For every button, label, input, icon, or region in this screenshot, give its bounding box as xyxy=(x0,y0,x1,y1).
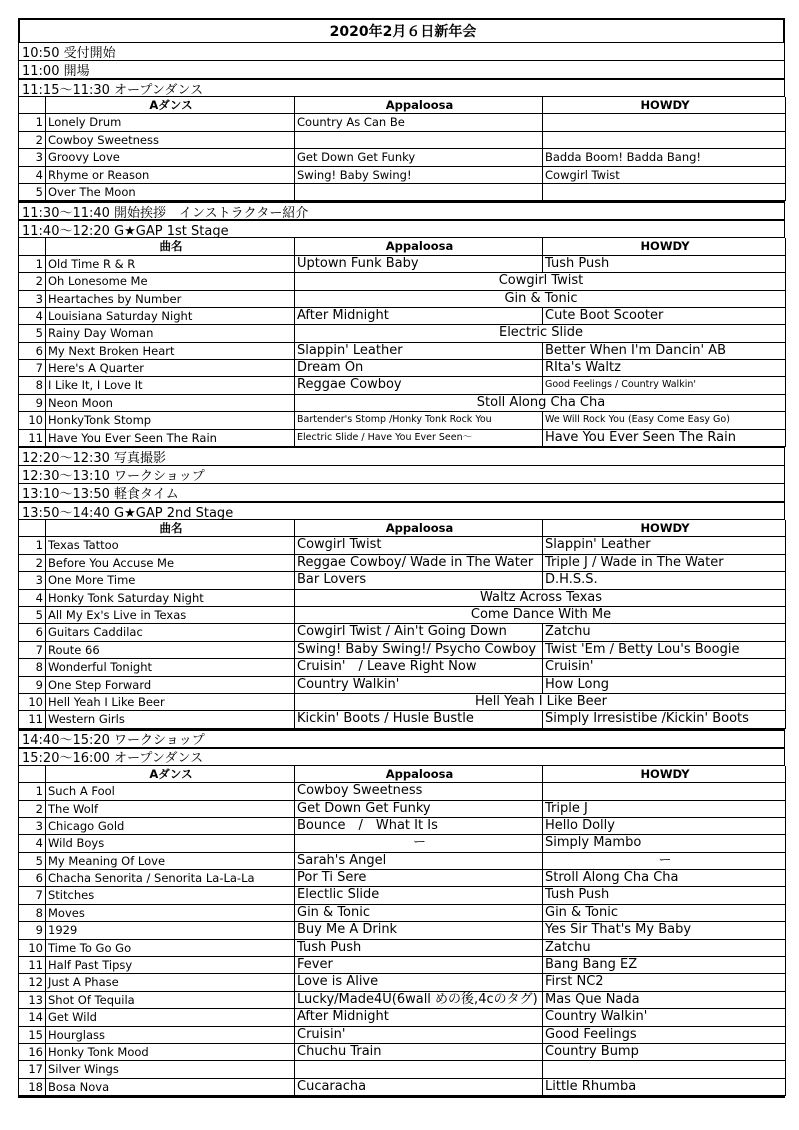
row-number: 3 xyxy=(19,149,46,166)
appaloosa-dance: Get Down Get Funky xyxy=(295,801,543,818)
row-number: 7 xyxy=(19,887,46,904)
row-number: 2 xyxy=(19,132,46,149)
time-slot-bar: 11:15～11:30 オープンダンス xyxy=(18,78,785,96)
song-name: My Meaning Of Love xyxy=(46,853,295,870)
song-name: One More Time xyxy=(46,572,295,589)
merged-dance: Stoll Along Cha Cha xyxy=(295,395,786,412)
howdy-dance: Mas Que Nada xyxy=(543,992,786,1009)
row-number: 1 xyxy=(19,256,46,273)
howdy-dance: First NC2 xyxy=(543,974,786,991)
song-name: All My Ex's Live in Texas xyxy=(46,607,295,624)
howdy-dance: Hello Dolly xyxy=(543,818,786,835)
song-name: 1929 xyxy=(46,922,295,939)
column-header: HOWDY xyxy=(543,766,786,783)
appaloosa-dance: Get Down Get Funky xyxy=(295,149,543,166)
merged-dance: Electric Slide xyxy=(295,325,786,342)
dance-table xyxy=(18,519,785,729)
column-header: 曲名 xyxy=(46,238,295,255)
song-name: I Like It, I Love It xyxy=(46,377,295,394)
row-number: 18 xyxy=(19,1079,46,1096)
row-number: 2 xyxy=(19,273,46,290)
time-slot-bar: 13:50～14:40 G★GAP 2nd Stage xyxy=(18,501,785,519)
song-name: Cowboy Sweetness xyxy=(46,132,295,149)
row-number: 10 xyxy=(19,694,46,711)
row-number: 5 xyxy=(19,607,46,624)
song-name: Have You Ever Seen The Rain xyxy=(46,430,295,447)
howdy-dance: Slappin' Leather xyxy=(543,537,786,554)
column-header: Appaloosa xyxy=(295,238,543,255)
appaloosa-dance xyxy=(295,132,543,149)
song-name: Louisiana Saturday Night xyxy=(46,308,295,325)
row-number: 11 xyxy=(19,430,46,447)
song-name: Wonderful Tonight xyxy=(46,659,295,676)
song-name: Over The Moon xyxy=(46,184,295,201)
howdy-dance: Twist 'Em / Betty Lou's Boogie xyxy=(543,642,786,659)
howdy-dance: Tush Push xyxy=(543,256,786,273)
appaloosa-dance: Electric Slide / Have You Ever Seen～ xyxy=(295,430,543,447)
song-name: Moves xyxy=(46,905,295,922)
appaloosa-dance: Swing! Baby Swing!/ Psycho Cowboy xyxy=(295,642,543,659)
howdy-dance: We Will Rock You (Easy Come Easy Go) xyxy=(543,412,786,429)
howdy-dance: Cowgirl Twist xyxy=(543,167,786,184)
row-number: 11 xyxy=(19,711,46,728)
column-header: HOWDY xyxy=(543,238,786,255)
appaloosa-dance: Bar Lovers xyxy=(295,572,543,589)
appaloosa-dance: Dream On xyxy=(295,360,543,377)
appaloosa-dance: After Midnight xyxy=(295,1009,543,1026)
row-number: 13 xyxy=(19,992,46,1009)
song-name: My Next Broken Heart xyxy=(46,343,295,360)
merged-dance: Hell Yeah I Like Beer xyxy=(295,694,786,711)
song-name: Here's A Quarter xyxy=(46,360,295,377)
row-number: 4 xyxy=(19,167,46,184)
time-slot-bar: 11:00 開場 xyxy=(18,60,785,78)
song-name: Texas Tattoo xyxy=(46,537,295,554)
column-header: Aダンス xyxy=(46,766,295,783)
schedule-content xyxy=(18,42,785,1096)
howdy-dance xyxy=(543,132,786,149)
song-name: Chicago Gold xyxy=(46,818,295,835)
row-number: 6 xyxy=(19,343,46,360)
time-slot-bar: 15:20～16:00 オープンダンス xyxy=(18,747,785,765)
appaloosa-dance: Swing! Baby Swing! xyxy=(295,167,543,184)
document-title: 2020年2月６日新年会 xyxy=(18,18,785,42)
howdy-dance: Good Feelings / Country Walkin' xyxy=(543,377,786,394)
appaloosa-dance: Slappin' Leather xyxy=(295,343,543,360)
appaloosa-dance: Reggae Cowboy/ Wade in The Water xyxy=(295,555,543,572)
column-header: Appaloosa xyxy=(295,520,543,537)
column-header: Appaloosa xyxy=(295,97,543,114)
howdy-dance: Stroll Along Cha Cha xyxy=(543,870,786,887)
appaloosa-dance: Chuchu Train xyxy=(295,1044,543,1061)
song-name: HonkyTonk Stomp xyxy=(46,412,295,429)
appaloosa-dance: Gin & Tonic xyxy=(295,905,543,922)
song-name: Get Wild xyxy=(46,1009,295,1026)
row-number: 15 xyxy=(19,1027,46,1044)
appaloosa-dance: Reggae Cowboy xyxy=(295,377,543,394)
column-header: Appaloosa xyxy=(295,766,543,783)
howdy-dance: Little Rhumba xyxy=(543,1079,786,1096)
appaloosa-dance: Por Ti Sere xyxy=(295,870,543,887)
merged-dance: Gin & Tonic xyxy=(295,291,786,308)
howdy-dance: Simply Irresistibe /Kickin' Boots xyxy=(543,711,786,728)
song-name: Before You Accuse Me xyxy=(46,555,295,572)
howdy-dance: Badda Boom! Badda Bang! xyxy=(543,149,786,166)
song-name: Wild Boys xyxy=(46,835,295,852)
appaloosa-dance: Electlic Slide xyxy=(295,887,543,904)
row-number: 4 xyxy=(19,835,46,852)
row-number: 9 xyxy=(19,395,46,412)
appaloosa-dance: Cruisin' / Leave Right Now xyxy=(295,659,543,676)
row-number: 5 xyxy=(19,184,46,201)
column-header: HOWDY xyxy=(543,520,786,537)
howdy-dance: Triple J / Wade in The Water xyxy=(543,555,786,572)
appaloosa-dance: Love is Alive xyxy=(295,974,543,991)
time-slot-bar: 11:40～12:20 G★GAP 1st Stage xyxy=(18,219,785,237)
row-number: 4 xyxy=(19,590,46,607)
row-number: 8 xyxy=(19,905,46,922)
song-name: Hourglass xyxy=(46,1027,295,1044)
howdy-dance: Cruisin' xyxy=(543,659,786,676)
row-number: 6 xyxy=(19,870,46,887)
appaloosa-dance: Cucaracha xyxy=(295,1079,543,1096)
appaloosa-dance: Fever xyxy=(295,957,543,974)
appaloosa-dance xyxy=(295,184,543,201)
appaloosa-dance: Bounce / What It Is xyxy=(295,818,543,835)
column-header xyxy=(19,238,46,255)
row-number: 12 xyxy=(19,974,46,991)
appaloosa-dance: Cruisin' xyxy=(295,1027,543,1044)
row-number: 16 xyxy=(19,1044,46,1061)
time-slot-bar: 13:10～13:50 軽食タイム xyxy=(18,483,785,501)
howdy-dance: Have You Ever Seen The Rain xyxy=(543,430,786,447)
song-name: Silver Wings xyxy=(46,1061,295,1078)
howdy-dance: D.H.S.S. xyxy=(543,572,786,589)
appaloosa-dance: Bartender's Stomp /Honky Tonk Rock You xyxy=(295,412,543,429)
row-number: 5 xyxy=(19,853,46,870)
dance-table xyxy=(18,765,785,1096)
song-name: Groovy Love xyxy=(46,149,295,166)
howdy-dance: Good Feelings xyxy=(543,1027,786,1044)
appaloosa-dance: After Midnight xyxy=(295,308,543,325)
howdy-dance: Bang Bang EZ xyxy=(543,957,786,974)
howdy-dance xyxy=(543,184,786,201)
time-slot-bar: 14:40～15:20 ワークショップ xyxy=(18,729,785,747)
song-name: Honky Tonk Mood xyxy=(46,1044,295,1061)
appaloosa-dance: Cowgirl Twist xyxy=(295,537,543,554)
howdy-dance: Better When I'm Dancin' AB xyxy=(543,343,786,360)
column-header: 曲名 xyxy=(46,520,295,537)
row-number: 10 xyxy=(19,940,46,957)
appaloosa-dance: Cowgirl Twist / Ain't Going Down xyxy=(295,624,543,641)
howdy-dance: ー xyxy=(543,853,786,870)
appaloosa-dance: Sarah's Angel xyxy=(295,853,543,870)
row-number: 5 xyxy=(19,325,46,342)
row-number: 1 xyxy=(19,783,46,800)
row-number: 3 xyxy=(19,291,46,308)
merged-dance: Come Dance With Me xyxy=(295,607,786,624)
song-name: Hell Yeah I Like Beer xyxy=(46,694,295,711)
howdy-dance: Cute Boot Scooter xyxy=(543,308,786,325)
howdy-dance xyxy=(543,114,786,131)
row-number: 14 xyxy=(19,1009,46,1026)
song-name: Stitches xyxy=(46,887,295,904)
howdy-dance: Triple J xyxy=(543,801,786,818)
howdy-dance: Yes Sir That's My Baby xyxy=(543,922,786,939)
row-number: 10 xyxy=(19,412,46,429)
time-slot-bar: 12:30～13:10 ワークショップ xyxy=(18,465,785,483)
song-name: Just A Phase xyxy=(46,974,295,991)
song-name: Shot Of Tequila xyxy=(46,992,295,1009)
row-number: 3 xyxy=(19,818,46,835)
column-header: HOWDY xyxy=(543,97,786,114)
song-name: Neon Moon xyxy=(46,395,295,412)
appaloosa-dance: Uptown Funk Baby xyxy=(295,256,543,273)
time-slot-bar: 10:50 受付開始 xyxy=(18,42,785,60)
song-name: Old Time R & R xyxy=(46,256,295,273)
song-name: Half Past Tipsy xyxy=(46,957,295,974)
song-name: Rainy Day Woman xyxy=(46,325,295,342)
song-name: Honky Tonk Saturday Night xyxy=(46,590,295,607)
row-number: 3 xyxy=(19,572,46,589)
appaloosa-dance: Country As Can Be xyxy=(295,114,543,131)
appaloosa-dance: Lucky/Made4U(6wall めの後,4cのタグ) xyxy=(295,992,543,1009)
row-number: 7 xyxy=(19,642,46,659)
song-name: Rhyme or Reason xyxy=(46,167,295,184)
appaloosa-dance: Cowboy Sweetness xyxy=(295,783,543,800)
column-header xyxy=(19,766,46,783)
dance-table xyxy=(18,237,785,447)
merged-dance: Cowgirl Twist xyxy=(295,273,786,290)
merged-dance: Waltz Across Texas xyxy=(295,590,786,607)
row-number: 1 xyxy=(19,114,46,131)
song-name: Such A Fool xyxy=(46,783,295,800)
row-number: 11 xyxy=(19,957,46,974)
song-name: Oh Lonesome Me xyxy=(46,273,295,290)
schedule-sheet xyxy=(18,18,785,1098)
appaloosa-dance: Buy Me A Drink xyxy=(295,922,543,939)
column-header: Aダンス xyxy=(46,97,295,114)
dance-table xyxy=(18,96,785,201)
row-number: 8 xyxy=(19,659,46,676)
howdy-dance: How Long xyxy=(543,677,786,694)
howdy-dance: RIta's Waltz xyxy=(543,360,786,377)
row-number: 2 xyxy=(19,555,46,572)
bottom-border xyxy=(18,1096,785,1098)
column-header xyxy=(19,520,46,537)
row-number: 8 xyxy=(19,377,46,394)
row-number: 9 xyxy=(19,677,46,694)
song-name: Chacha Senorita / Senorita La-La-La xyxy=(46,870,295,887)
song-name: One Step Forward xyxy=(46,677,295,694)
howdy-dance xyxy=(543,1061,786,1078)
song-name: Guitars Caddilac xyxy=(46,624,295,641)
song-name: Time To Go Go xyxy=(46,940,295,957)
howdy-dance: Simply Mambo xyxy=(543,835,786,852)
row-number: 4 xyxy=(19,308,46,325)
row-number: 6 xyxy=(19,624,46,641)
appaloosa-dance: ー xyxy=(295,835,543,852)
howdy-dance: Country Bump xyxy=(543,1044,786,1061)
row-number: 1 xyxy=(19,537,46,554)
time-slot-bar: 11:30～11:40 開始挨拶 インストラクター紹介 xyxy=(18,201,785,219)
row-number: 17 xyxy=(19,1061,46,1078)
column-header xyxy=(19,97,46,114)
song-name: Bosa Nova xyxy=(46,1079,295,1096)
row-number: 2 xyxy=(19,801,46,818)
song-name: Heartaches by Number xyxy=(46,291,295,308)
howdy-dance: Tush Push xyxy=(543,887,786,904)
appaloosa-dance: Kickin' Boots / Husle Bustle xyxy=(295,711,543,728)
row-number: 7 xyxy=(19,360,46,377)
appaloosa-dance: Tush Push xyxy=(295,940,543,957)
howdy-dance: Gin & Tonic xyxy=(543,905,786,922)
song-name: The Wolf xyxy=(46,801,295,818)
song-name: Lonely Drum xyxy=(46,114,295,131)
song-name: Route 66 xyxy=(46,642,295,659)
row-number: 9 xyxy=(19,922,46,939)
time-slot-bar: 12:20～12:30 写真撮影 xyxy=(18,447,785,465)
song-name: Western Girls xyxy=(46,711,295,728)
howdy-dance: Zatchu xyxy=(543,940,786,957)
appaloosa-dance xyxy=(295,1061,543,1078)
howdy-dance: Zatchu xyxy=(543,624,786,641)
howdy-dance xyxy=(543,783,786,800)
howdy-dance: Country Walkin' xyxy=(543,1009,786,1026)
appaloosa-dance: Country Walkin' xyxy=(295,677,543,694)
